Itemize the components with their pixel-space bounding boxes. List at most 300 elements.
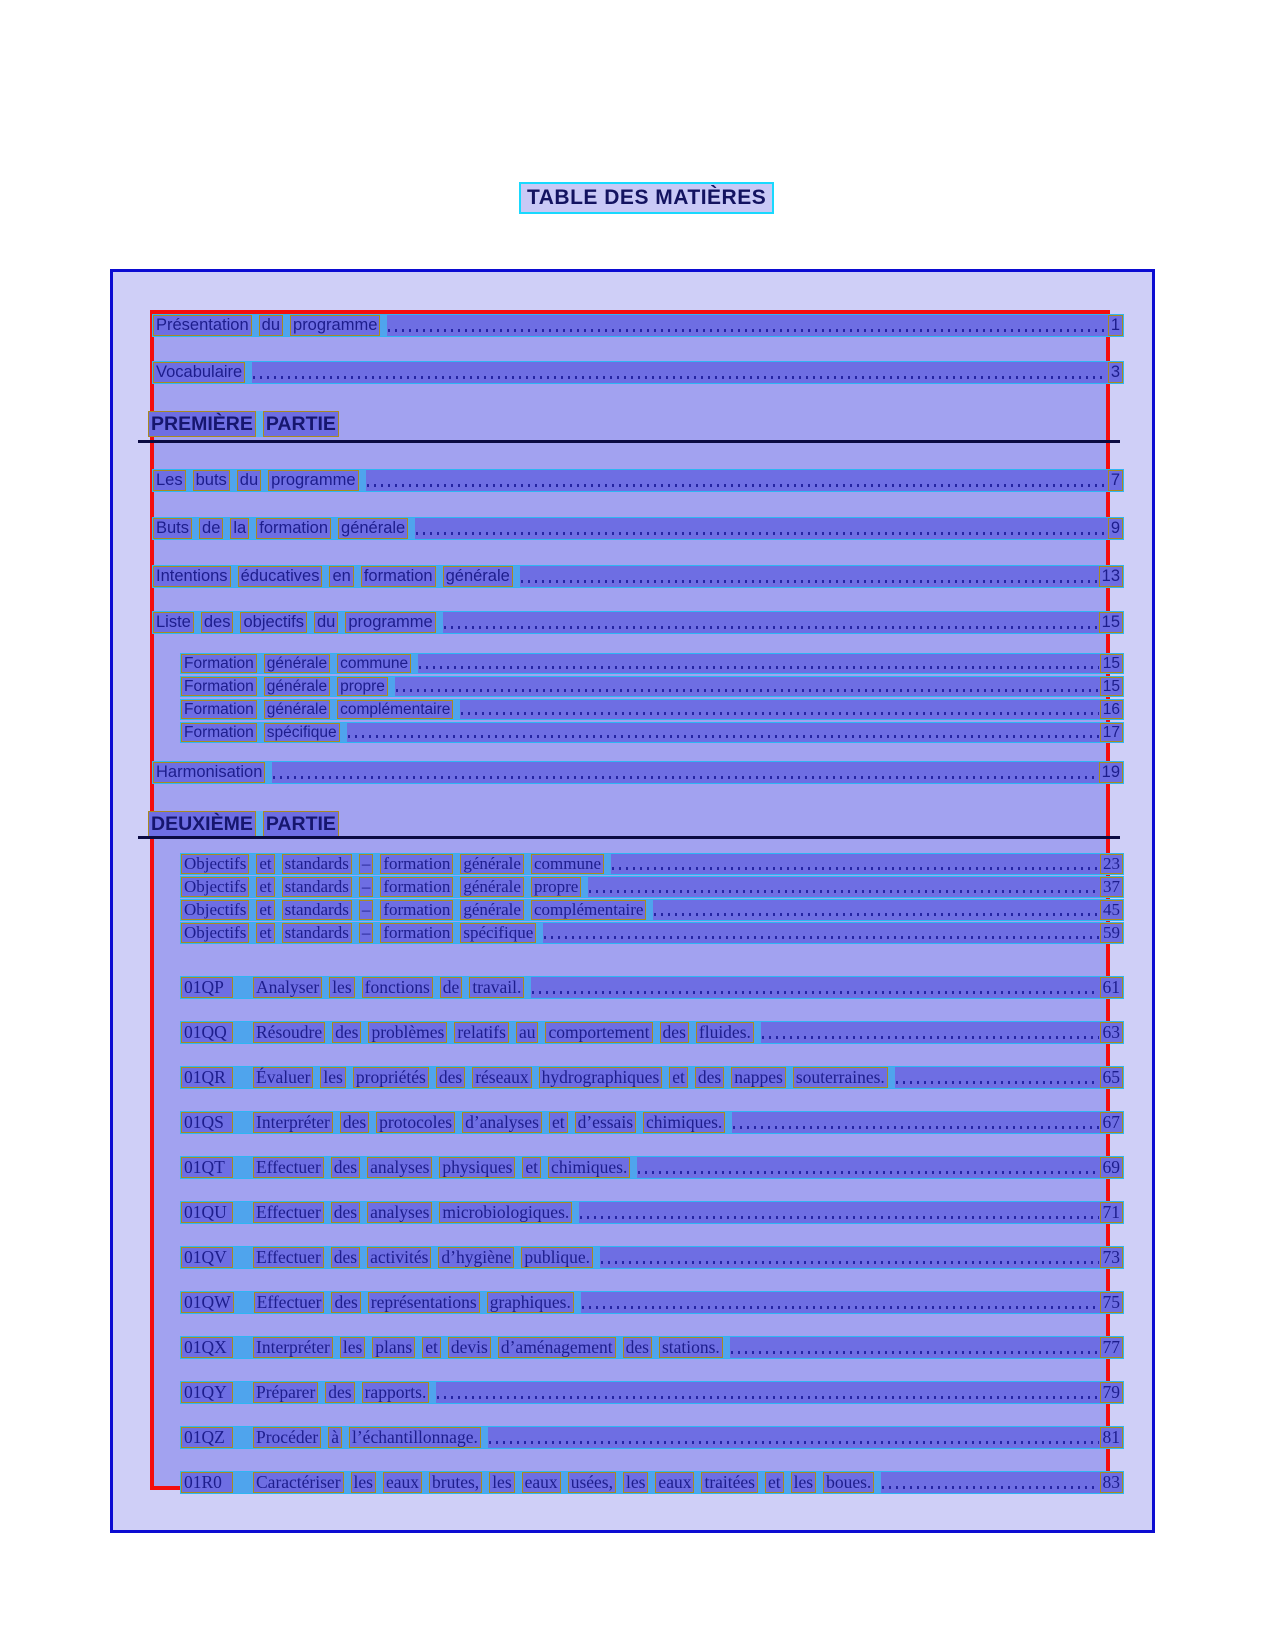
- word-space-marker: [233, 1202, 253, 1223]
- word-space-marker: [256, 811, 263, 837]
- word-space-marker: [432, 1202, 439, 1223]
- toc-entry[interactable]: [180, 976, 1124, 999]
- section-underline: [138, 440, 1120, 443]
- toc-word: Les: [153, 470, 186, 491]
- page-number: 13: [1099, 566, 1123, 587]
- word-space-marker: [433, 977, 440, 998]
- word-space-marker: [515, 1472, 522, 1493]
- word-space-marker: [346, 1067, 353, 1088]
- word-space-marker: [480, 1292, 487, 1313]
- toc-word: eaux: [383, 1472, 422, 1493]
- word-space-marker: [338, 612, 345, 633]
- word-space-marker: [344, 1472, 351, 1493]
- toc-entry[interactable]: [180, 1336, 1124, 1359]
- word-space-marker: [524, 977, 531, 998]
- word-space-marker: [355, 977, 362, 998]
- page-number: 59: [1100, 923, 1123, 943]
- dot-leader: [896, 1081, 1099, 1084]
- word-space-marker: [646, 900, 653, 920]
- toc-word: physiques: [439, 1157, 515, 1178]
- word-space-marker: [509, 1022, 516, 1043]
- toc-word: générale: [443, 566, 513, 587]
- toc-word: Effectuer: [253, 1157, 324, 1178]
- word-space-marker: [888, 1067, 895, 1088]
- toc-word: et: [256, 854, 274, 874]
- toc-word: du: [259, 315, 283, 336]
- word-space-marker: [513, 566, 520, 587]
- page-number: 45: [1100, 900, 1123, 920]
- dot-leader: [444, 626, 1098, 629]
- page-number: 9: [1108, 518, 1123, 539]
- toc-entry[interactable]: [148, 811, 339, 837]
- word-space-marker: [275, 854, 282, 874]
- word-space-marker: [784, 1472, 791, 1493]
- toc-entry[interactable]: [180, 1156, 1124, 1179]
- toc-word: en: [329, 566, 353, 587]
- toc-entry[interactable]: [152, 565, 1124, 588]
- toc-word: objectifs: [240, 612, 307, 633]
- word-space-marker: [411, 654, 418, 673]
- toc-word: traitées: [701, 1472, 758, 1493]
- toc-entry[interactable]: [152, 517, 1124, 540]
- toc-word: comportement: [545, 1022, 652, 1043]
- toc-word: Formation: [181, 677, 257, 696]
- dot-leader: [396, 689, 1099, 692]
- toc-entry[interactable]: [180, 1291, 1124, 1314]
- section-underline: [138, 836, 1120, 839]
- word-space-marker: [230, 470, 237, 491]
- word-space-marker: [380, 315, 387, 336]
- toc-word: et: [256, 877, 274, 897]
- page-number: 69: [1100, 1157, 1124, 1178]
- word-space-marker: [233, 1247, 253, 1268]
- word-space-marker: [354, 566, 361, 587]
- word-space-marker: [245, 362, 252, 383]
- word-space-marker: [561, 1472, 568, 1493]
- toc-word: et: [256, 923, 274, 943]
- toc-word: hydrographiques: [539, 1067, 663, 1088]
- page-number: 1: [1108, 315, 1123, 336]
- dot-leader: [416, 532, 1107, 535]
- toc-entry[interactable]: [180, 922, 1124, 944]
- toc-word: générale: [264, 677, 330, 696]
- page-number: 73: [1100, 1247, 1124, 1268]
- objective-code: 01QV: [181, 1247, 233, 1268]
- word-space-marker: [233, 612, 240, 633]
- objective-code: 01QS: [181, 1112, 233, 1133]
- page-title: TABLE DES MATIÈRES: [519, 182, 774, 214]
- toc-entry[interactable]: [180, 722, 1124, 743]
- toc-word: des: [332, 1022, 361, 1043]
- word-space-marker: [373, 854, 380, 874]
- word-space-marker: [604, 854, 611, 874]
- word-space-marker: [481, 1427, 488, 1448]
- toc-entry[interactable]: [152, 761, 1124, 784]
- word-space-marker: [256, 411, 263, 437]
- dot-leader: [731, 1351, 1099, 1354]
- toc-word: activités: [367, 1247, 431, 1268]
- toc-word: stations.: [659, 1337, 723, 1358]
- word-space-marker: [453, 900, 460, 920]
- word-space-marker: [252, 315, 259, 336]
- objective-code: 01QY: [181, 1382, 233, 1403]
- word-space-marker: [324, 1157, 331, 1178]
- toc-word: d’aménagement: [498, 1337, 616, 1358]
- word-space-marker: [257, 700, 264, 719]
- word-space-marker: [436, 566, 443, 587]
- page-number: 65: [1100, 1067, 1124, 1088]
- toc-entry[interactable]: [152, 361, 1124, 384]
- toc-word: brutes,: [429, 1472, 482, 1493]
- word-space-marker: [355, 1382, 362, 1403]
- toc-word: rapports.: [362, 1382, 430, 1403]
- word-space-marker: [307, 612, 314, 633]
- toc-entry[interactable]: [180, 853, 1124, 875]
- toc-word: à: [328, 1427, 342, 1448]
- word-space-marker: [542, 1112, 549, 1133]
- toc-entry[interactable]: [180, 1381, 1124, 1404]
- word-space-marker: [352, 877, 359, 897]
- word-space-marker: [233, 1472, 253, 1493]
- word-space-marker: [194, 612, 201, 633]
- word-space-marker: [689, 1022, 696, 1043]
- toc-word: PREMIÈRE: [148, 411, 256, 437]
- word-space-marker: [249, 923, 256, 943]
- toc-word: eaux: [522, 1472, 561, 1493]
- word-space-marker: [331, 518, 338, 539]
- dot-leader: [348, 735, 1099, 738]
- word-space-marker: [662, 1067, 669, 1088]
- toc-word: éducatives: [238, 566, 323, 587]
- dot-leader: [882, 1486, 1098, 1489]
- toc-word: et: [256, 900, 274, 920]
- word-space-marker: [249, 900, 256, 920]
- toc-word: PARTIE: [263, 811, 339, 837]
- toc-word: des: [201, 612, 234, 633]
- word-space-marker: [758, 1472, 765, 1493]
- objective-code: 01QZ: [181, 1427, 233, 1448]
- toc-word: et: [549, 1112, 568, 1133]
- toc-word: les: [489, 1472, 514, 1493]
- toc-word: Analyser: [253, 977, 322, 998]
- toc-word: graphiques.: [487, 1292, 574, 1313]
- dot-leader: [544, 936, 1099, 939]
- toc-word: Effectuer: [253, 1202, 324, 1223]
- word-space-marker: [361, 1292, 368, 1313]
- toc-word: des: [331, 1157, 360, 1178]
- page-number: 83: [1100, 1472, 1124, 1493]
- word-space-marker: [342, 1427, 349, 1448]
- objective-code: 01QQ: [181, 1022, 233, 1043]
- toc-entry[interactable]: [180, 653, 1124, 674]
- toc-word: standards: [282, 877, 352, 897]
- toc-word: relatifs: [454, 1022, 509, 1043]
- word-space-marker: [275, 923, 282, 943]
- dot-leader: [253, 376, 1107, 379]
- toc-entry[interactable]: [180, 1471, 1124, 1494]
- toc-word: spécifique: [460, 923, 536, 943]
- word-space-marker: [233, 1337, 253, 1358]
- word-space-marker: [360, 1202, 367, 1223]
- toc-word: des: [331, 1247, 360, 1268]
- toc-word: chimiques.: [548, 1157, 630, 1178]
- word-space-marker: [318, 1382, 325, 1403]
- word-space-marker: [630, 1157, 637, 1178]
- toc-word: Présentation: [153, 315, 252, 336]
- word-space-marker: [249, 854, 256, 874]
- page-number: 15: [1100, 677, 1123, 696]
- toc-word: –: [359, 923, 374, 943]
- page-number: 3: [1108, 362, 1123, 383]
- toc-word: –: [359, 877, 374, 897]
- objective-code: 01QP: [181, 977, 233, 998]
- word-space-marker: [581, 877, 588, 897]
- word-space-marker: [532, 1067, 539, 1088]
- word-space-marker: [524, 900, 531, 920]
- word-space-marker: [257, 723, 264, 742]
- word-space-marker: [352, 923, 359, 943]
- word-space-marker: [257, 654, 264, 673]
- word-space-marker: [538, 1022, 545, 1043]
- toc-entry[interactable]: [152, 611, 1124, 634]
- objective-code: 01QX: [181, 1337, 233, 1358]
- toc-word: la: [230, 518, 249, 539]
- toc-word: représentations: [368, 1292, 480, 1313]
- toc-word: protocoles: [376, 1112, 455, 1133]
- toc-word: et: [765, 1472, 784, 1493]
- toc-entry[interactable]: [152, 314, 1124, 337]
- dot-leader: [521, 580, 1098, 583]
- toc-entry[interactable]: [180, 676, 1124, 697]
- word-space-marker: [482, 1472, 489, 1493]
- word-space-marker: [636, 1112, 643, 1133]
- toc-word: Formation: [181, 723, 257, 742]
- word-space-marker: [441, 1337, 448, 1358]
- toc-word: formation: [380, 854, 453, 874]
- page-number: 63: [1100, 1022, 1124, 1043]
- toc-entry[interactable]: [180, 1066, 1124, 1089]
- word-space-marker: [376, 1472, 383, 1493]
- dot-leader: [437, 1396, 1098, 1399]
- word-space-marker: [874, 1472, 881, 1493]
- toc-word: générale: [264, 654, 330, 673]
- toc-word: nappes: [731, 1067, 786, 1088]
- toc-entry[interactable]: [180, 1021, 1124, 1044]
- dot-leader: [601, 1261, 1098, 1264]
- objective-code: 01QW: [181, 1292, 234, 1313]
- word-space-marker: [234, 1292, 254, 1313]
- toc-word: Interpréter: [253, 1337, 333, 1358]
- toc-word: buts: [193, 470, 230, 491]
- word-space-marker: [283, 315, 290, 336]
- word-space-marker: [257, 677, 264, 696]
- word-space-marker: [616, 1472, 623, 1493]
- page-number: 7: [1108, 470, 1123, 491]
- word-space-marker: [265, 762, 272, 783]
- dot-leader: [638, 1171, 1098, 1174]
- toc-word: propriétés: [353, 1067, 429, 1088]
- toc-word: analyses: [367, 1157, 432, 1178]
- toc-entry[interactable]: [180, 899, 1124, 921]
- page-number: 67: [1100, 1112, 1124, 1133]
- toc-word: des: [340, 1112, 369, 1133]
- toc-word: Procéder: [253, 1427, 321, 1448]
- word-space-marker: [653, 1022, 660, 1043]
- word-space-marker: [233, 1382, 253, 1403]
- word-space-marker: [725, 1112, 732, 1133]
- page-number: 23: [1100, 854, 1123, 874]
- word-space-marker: [233, 1157, 253, 1178]
- word-space-marker: [324, 1292, 331, 1313]
- word-space-marker: [233, 1112, 253, 1133]
- word-space-marker: [429, 1067, 436, 1088]
- toc-word: commune: [531, 854, 604, 874]
- toc-word: du: [237, 470, 261, 491]
- word-space-marker: [330, 677, 337, 696]
- toc-word: Préparer: [253, 1382, 318, 1403]
- word-space-marker: [688, 1067, 695, 1088]
- word-space-marker: [373, 877, 380, 897]
- toc-word: générale: [264, 700, 330, 719]
- toc-word: des: [660, 1022, 689, 1043]
- toc-word: programme: [290, 315, 380, 336]
- toc-word: Objectifs: [181, 923, 249, 943]
- word-space-marker: [436, 612, 443, 633]
- toc-word: Caractériser: [253, 1472, 344, 1493]
- dot-leader: [532, 991, 1098, 994]
- toc-word: chimiques.: [643, 1112, 725, 1133]
- word-space-marker: [223, 518, 230, 539]
- word-space-marker: [491, 1337, 498, 1358]
- toc-word: et: [522, 1157, 541, 1178]
- word-space-marker: [333, 1112, 340, 1133]
- word-space-marker: [568, 1112, 575, 1133]
- toc-word: d’essais: [575, 1112, 636, 1133]
- objective-code: 01QR: [181, 1067, 233, 1088]
- toc-word: Formation: [181, 654, 257, 673]
- word-space-marker: [321, 1427, 328, 1448]
- toc-entry[interactable]: [148, 411, 339, 437]
- dot-leader: [580, 1216, 1098, 1219]
- word-space-marker: [388, 677, 395, 696]
- toc-word: générale: [460, 877, 524, 897]
- word-space-marker: [524, 854, 531, 874]
- page-number: 15: [1099, 612, 1123, 633]
- word-space-marker: [324, 1202, 331, 1223]
- word-space-marker: [360, 1247, 367, 1268]
- toc-word: microbiologiques.: [439, 1202, 572, 1223]
- page-number: 61: [1100, 977, 1124, 998]
- word-space-marker: [324, 1247, 331, 1268]
- toc-word: des: [695, 1067, 724, 1088]
- dot-leader: [582, 1306, 1099, 1309]
- word-space-marker: [447, 1022, 454, 1043]
- word-space-marker: [616, 1337, 623, 1358]
- word-space-marker: [524, 877, 531, 897]
- word-space-marker: [754, 1022, 761, 1043]
- word-space-marker: [275, 877, 282, 897]
- toc-word: et: [422, 1337, 441, 1358]
- word-space-marker: [724, 1067, 731, 1088]
- toc-word: générale: [460, 854, 524, 874]
- dot-leader: [589, 890, 1099, 893]
- dot-leader: [461, 712, 1098, 715]
- word-space-marker: [275, 900, 282, 920]
- toc-word: complémentaire: [337, 700, 453, 719]
- toc-word: programme: [268, 470, 358, 491]
- word-space-marker: [536, 923, 543, 943]
- toc-entry[interactable]: [180, 1201, 1124, 1224]
- toc-word: des: [623, 1337, 652, 1358]
- word-space-marker: [352, 854, 359, 874]
- toc-entry[interactable]: [180, 699, 1124, 720]
- dot-leader: [388, 329, 1106, 332]
- word-space-marker: [593, 1247, 600, 1268]
- toc-word: complémentaire: [531, 900, 647, 920]
- toc-word: d’analyses: [462, 1112, 542, 1133]
- toc-entry[interactable]: [180, 1111, 1124, 1134]
- word-space-marker: [373, 923, 380, 943]
- word-space-marker: [322, 977, 329, 998]
- word-space-marker: [192, 518, 199, 539]
- dot-leader: [762, 1036, 1099, 1039]
- toc-entry[interactable]: [180, 1246, 1124, 1269]
- word-space-marker: [431, 1247, 438, 1268]
- word-space-marker: [453, 877, 460, 897]
- toc-word: propre: [337, 677, 388, 696]
- word-space-marker: [359, 470, 366, 491]
- toc-word: réseaux: [472, 1067, 531, 1088]
- word-space-marker: [816, 1472, 823, 1493]
- word-space-marker: [462, 977, 469, 998]
- toc-word: formation: [361, 566, 436, 587]
- toc-word: au: [516, 1022, 539, 1043]
- toc-entry[interactable]: [180, 876, 1124, 898]
- toc-word: Objectifs: [181, 900, 249, 920]
- objective-code: 01R0: [181, 1472, 233, 1493]
- word-space-marker: [694, 1472, 701, 1493]
- objective-code: 01QU: [181, 1202, 233, 1223]
- toc-entry[interactable]: [152, 469, 1124, 492]
- toc-word: les: [329, 977, 354, 998]
- dot-leader: [733, 1126, 1098, 1129]
- word-space-marker: [453, 700, 460, 719]
- toc-entry[interactable]: [180, 1426, 1124, 1449]
- word-space-marker: [652, 1337, 659, 1358]
- toc-word: travail.: [469, 977, 524, 998]
- toc-word: analyses: [367, 1202, 432, 1223]
- word-space-marker: [786, 1067, 793, 1088]
- word-space-marker: [186, 470, 193, 491]
- toc-word: fluides.: [696, 1022, 754, 1043]
- toc-word: Buts: [153, 518, 192, 539]
- page-number: 77: [1100, 1337, 1124, 1358]
- toc-word: devis: [448, 1337, 491, 1358]
- word-space-marker: [360, 1157, 367, 1178]
- word-space-marker: [408, 518, 415, 539]
- toc-word: de: [440, 977, 463, 998]
- word-space-marker: [330, 654, 337, 673]
- toc-word: eaux: [655, 1472, 694, 1493]
- dot-leader: [654, 913, 1099, 916]
- toc-word: formation: [380, 900, 453, 920]
- word-space-marker: [330, 700, 337, 719]
- toc-word: formation: [256, 518, 331, 539]
- word-space-marker: [429, 1382, 436, 1403]
- content-region-box: [150, 310, 1120, 1492]
- word-space-marker: [723, 1337, 730, 1358]
- toc-word: Vocabulaire: [153, 362, 245, 383]
